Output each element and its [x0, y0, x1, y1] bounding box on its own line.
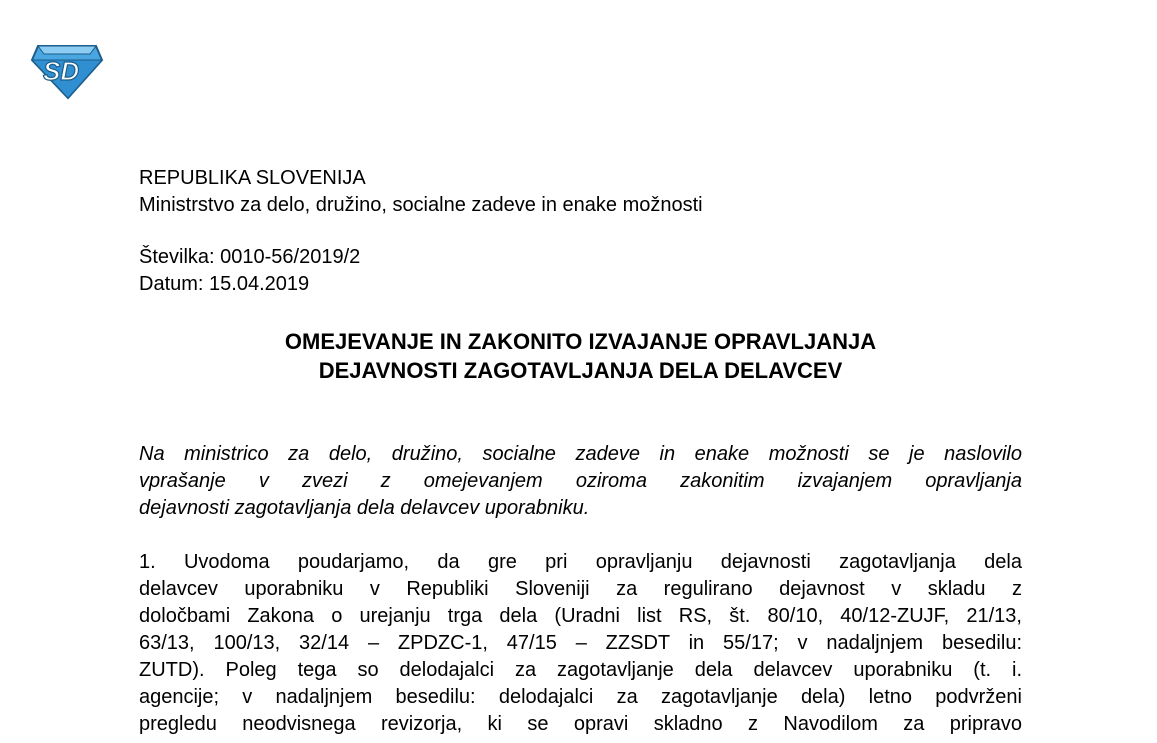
document-date: Datum: 15.04.2019 — [139, 273, 310, 295]
body-line: 63/13, 100/13, 32/14 – ZPDZC-1, 47/15 – ZZSDT in 55/17; v nadaljnjem besedilu: — [139, 632, 1022, 654]
ministry-name: Ministrstvo za delo, družino, socialne zadeve in enake možnosti — [139, 194, 703, 216]
title-line-1: OMEJEVANJE IN ZAKONITO IZVAJANJE OPRAVLJANJA — [284, 329, 877, 354]
intro-line: vprašanje v zvezi z omejevanjem oziroma zakonitim izvajanjem opravljanja — [139, 470, 1022, 492]
intro-paragraph — [139, 441, 1022, 522]
document-title — [139, 327, 1022, 385]
title-line-2: DEJAVNOSTI ZAGOTAVLJANJA DELA DELAVCEV — [318, 358, 843, 383]
intro-line: dejavnosti zagotavljanja dela delavcev uporabniku. — [139, 497, 590, 519]
body-line: pregledu neodvisnega revizorja, ki se opravi skladno z Navodilom za pripravo — [139, 713, 1022, 735]
logo-letters: SD — [43, 56, 80, 86]
body-paragraph-1 — [139, 549, 1022, 738]
body-line: ZUTD). Poleg tega so delodajalci za zagotavljanje dela delavcev uporabniku (t. i. — [139, 659, 1022, 681]
body-line: delavcev uporabniku v Republiki Sloveniji za regulirano dejavnost v skladu z — [139, 578, 1022, 600]
sd-logo-icon — [30, 40, 104, 100]
document-number: Številka: 0010-56/2019/2 — [139, 246, 361, 268]
document-meta — [139, 244, 1022, 298]
intro-line: Na ministrico za delo, družino, socialne zadeve in enake možnosti se je naslovilo — [139, 443, 1022, 465]
body-line: določbami Zakona o urejanju trga dela (Uradni list RS, št. 80/10, 40/12-ZUJF, 21/13, — [139, 605, 1022, 627]
body-line: agencije; v nadaljnjem besedilu: delodajalci za zagotavljanje dela) letno podvrženi — [139, 686, 1022, 708]
sender-header — [139, 165, 1022, 219]
country-name: REPUBLIKA SLOVENIJA — [139, 167, 366, 189]
body-line: 1. Uvodoma poudarjamo, da gre pri opravljanju dejavnosti zagotavljanja dela — [139, 551, 1022, 573]
